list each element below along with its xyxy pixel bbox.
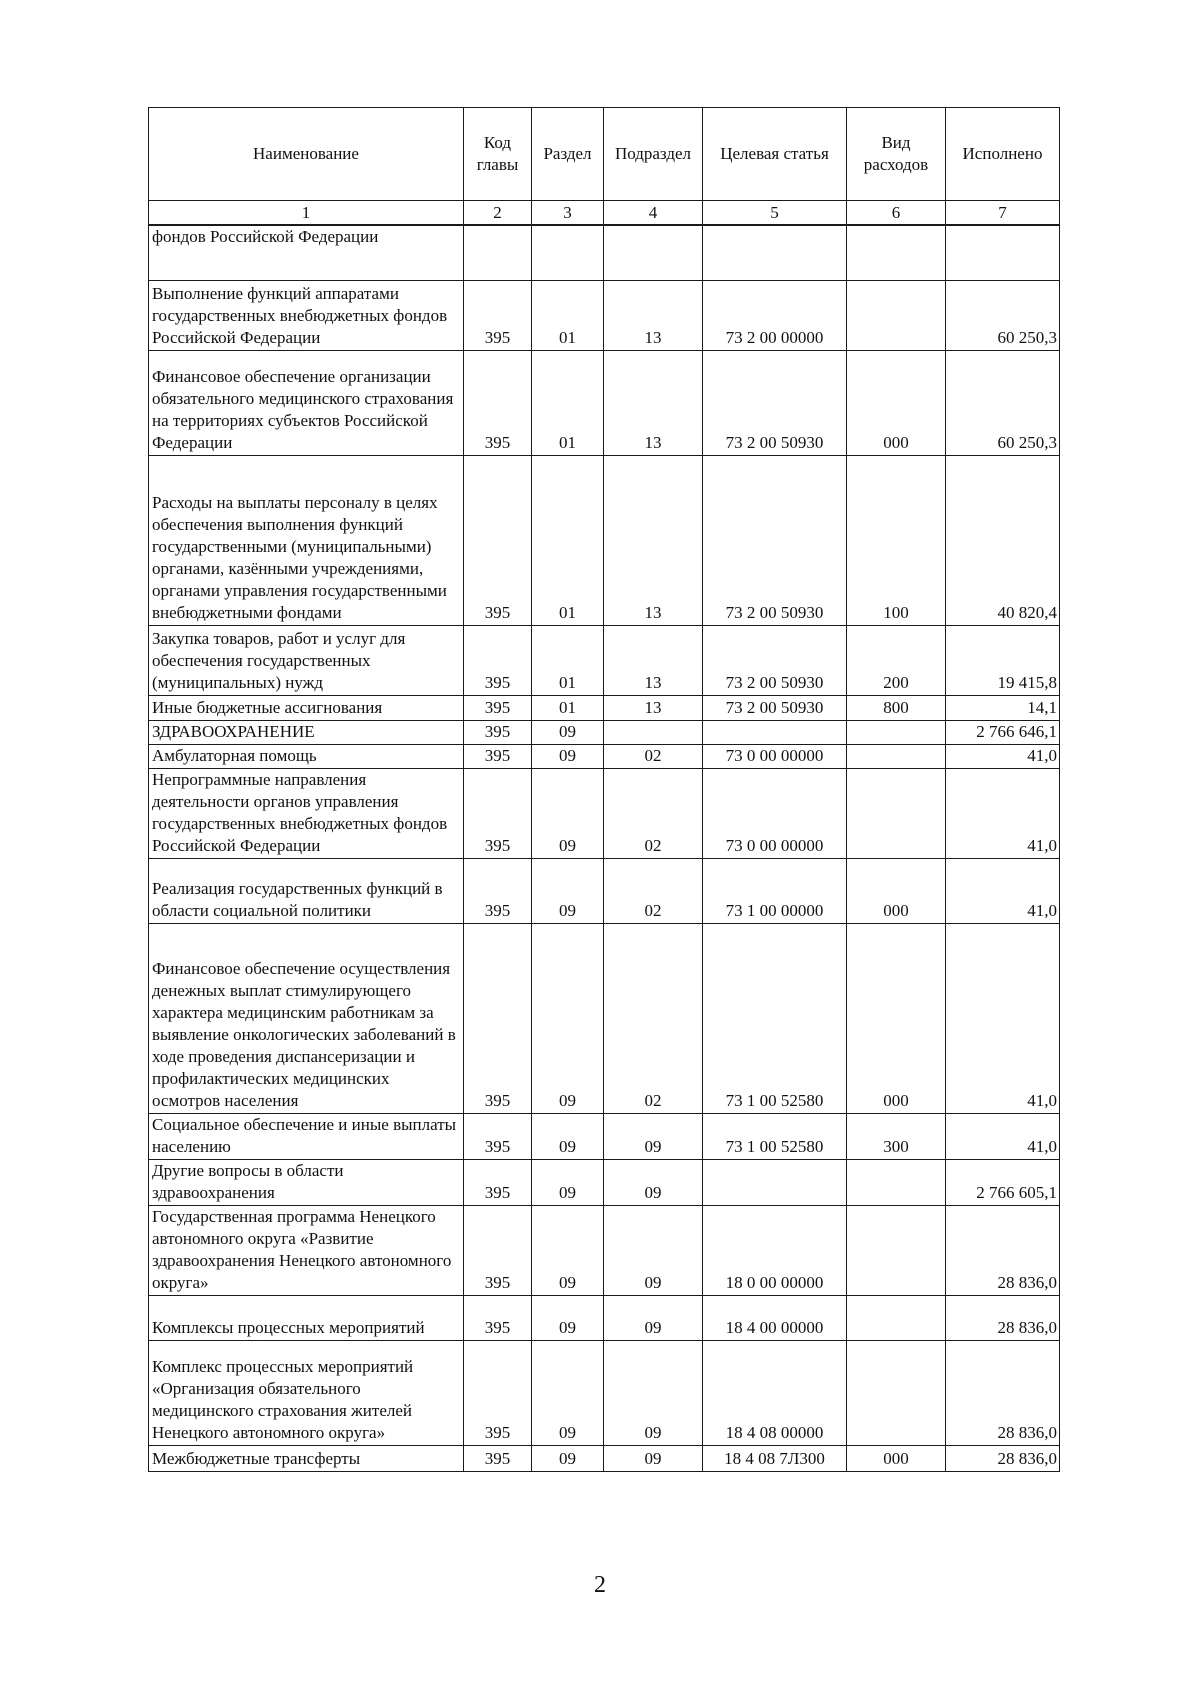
row-target-article-cell: 18 4 00 00000 bbox=[703, 1295, 847, 1340]
row-expense-type-cell bbox=[847, 744, 946, 768]
row-name-cell: Амбулаторная помощь bbox=[149, 744, 464, 768]
row-expense-type-cell bbox=[847, 1295, 946, 1340]
row-executed-cell: 28 836,0 bbox=[946, 1205, 1060, 1295]
row-name-cell: Финансовое обеспечение организации обязательного медицинского страхования на территориях субъектов Российской Федерации bbox=[149, 350, 464, 455]
row-executed-cell: 19 415,8 bbox=[946, 625, 1060, 695]
table-row bbox=[149, 923, 1060, 1113]
row-target-article-cell: 73 2 00 50930 bbox=[703, 695, 847, 720]
row-expense-type-cell: 000 bbox=[847, 350, 946, 455]
table-row bbox=[149, 1295, 1060, 1340]
row-chapter-code-cell: 395 bbox=[464, 744, 532, 768]
row-subsection-cell: 13 bbox=[604, 625, 703, 695]
row-subsection-cell: 09 bbox=[604, 1295, 703, 1340]
row-expense-type-cell bbox=[847, 1159, 946, 1205]
row-executed-cell: 41,0 bbox=[946, 768, 1060, 858]
row-target-article-cell: 18 0 00 00000 bbox=[703, 1205, 847, 1295]
header-row bbox=[149, 108, 1060, 201]
row-expense-type-cell: 000 bbox=[847, 1445, 946, 1471]
header-expense-type: Вид расходов bbox=[847, 108, 946, 201]
row-section-cell: 09 bbox=[532, 768, 604, 858]
row-chapter-code-cell: 395 bbox=[464, 720, 532, 744]
row-chapter-code-cell: 395 bbox=[464, 1205, 532, 1295]
header-target-article: Целевая статья bbox=[703, 108, 847, 201]
row-executed-cell: 41,0 bbox=[946, 1113, 1060, 1159]
row-expense-type-cell bbox=[847, 280, 946, 350]
row-section-cell: 09 bbox=[532, 1295, 604, 1340]
table-row bbox=[149, 280, 1060, 350]
row-subsection-cell: 02 bbox=[604, 744, 703, 768]
row-expense-type-cell: 200 bbox=[847, 625, 946, 695]
row-name-cell: Социальное обеспечение и иные выплаты населению bbox=[149, 1113, 464, 1159]
row-subsection-cell: 02 bbox=[604, 923, 703, 1113]
column-number: 5 bbox=[703, 201, 847, 226]
row-chapter-code-cell: 395 bbox=[464, 858, 532, 923]
row-target-article-cell: 18 4 08 7Л300 bbox=[703, 1445, 847, 1471]
row-section-cell: 09 bbox=[532, 923, 604, 1113]
row-target-article-cell bbox=[703, 1159, 847, 1205]
column-number: 7 bbox=[946, 201, 1060, 226]
column-number: 3 bbox=[532, 201, 604, 226]
row-expense-type-cell bbox=[847, 1340, 946, 1445]
table-row bbox=[149, 695, 1060, 720]
row-name-cell: Закупка товаров, работ и услуг для обеспечения государственных (муниципальных) нужд bbox=[149, 625, 464, 695]
row-subsection-cell: 13 bbox=[604, 695, 703, 720]
row-target-article-cell: 73 1 00 00000 bbox=[703, 858, 847, 923]
table-row bbox=[149, 858, 1060, 923]
table-row bbox=[149, 744, 1060, 768]
row-executed-cell: 14,1 bbox=[946, 695, 1060, 720]
page-number: 2 bbox=[594, 1572, 606, 1598]
row-target-article-cell: 73 2 00 00000 bbox=[703, 280, 847, 350]
row-target-article-cell: 73 1 00 52580 bbox=[703, 1113, 847, 1159]
row-target-article-cell: 73 2 00 50930 bbox=[703, 455, 847, 625]
row-executed-cell: 41,0 bbox=[946, 923, 1060, 1113]
row-subsection-cell: 09 bbox=[604, 1445, 703, 1471]
row-name-cell: Межбюджетные трансферты bbox=[149, 1445, 464, 1471]
row-subsection-cell: 09 bbox=[604, 1159, 703, 1205]
table-row bbox=[149, 225, 1060, 280]
row-chapter-code-cell: 395 bbox=[464, 280, 532, 350]
row-section-cell: 09 bbox=[532, 1159, 604, 1205]
row-section-cell: 09 bbox=[532, 1205, 604, 1295]
row-subsection-cell: 13 bbox=[604, 455, 703, 625]
row-chapter-code-cell: 395 bbox=[464, 768, 532, 858]
table-row bbox=[149, 350, 1060, 455]
row-name-cell: Расходы на выплаты персоналу в целях обеспечения выполнения функций государственными (муниципальными) органами, казёнными учреждениями, органами управления государственными внебюджетными фондами bbox=[149, 455, 464, 625]
row-expense-type-cell bbox=[847, 1205, 946, 1295]
table-row bbox=[149, 625, 1060, 695]
row-expense-type-cell: 000 bbox=[847, 923, 946, 1113]
row-executed-cell: 28 836,0 bbox=[946, 1295, 1060, 1340]
row-section-cell: 09 bbox=[532, 1445, 604, 1471]
header-subsection: Подраздел bbox=[604, 108, 703, 201]
row-executed-cell: 28 836,0 bbox=[946, 1445, 1060, 1471]
row-chapter-code-cell: 395 bbox=[464, 350, 532, 455]
row-subsection-cell bbox=[604, 225, 703, 280]
row-section-cell: 01 bbox=[532, 455, 604, 625]
row-name-cell: Другие вопросы в области здравоохранения bbox=[149, 1159, 464, 1205]
row-section-cell: 09 bbox=[532, 720, 604, 744]
row-target-article-cell: 18 4 08 00000 bbox=[703, 1340, 847, 1445]
row-subsection-cell: 13 bbox=[604, 280, 703, 350]
row-name-cell: Комплекс процессных мероприятий «Организация обязательного медицинского страхования жителей Ненецкого автономного округа» bbox=[149, 1340, 464, 1445]
row-section-cell: 09 bbox=[532, 744, 604, 768]
row-executed-cell bbox=[946, 225, 1060, 280]
row-chapter-code-cell: 395 bbox=[464, 1445, 532, 1471]
row-executed-cell: 60 250,3 bbox=[946, 350, 1060, 455]
column-number-row bbox=[149, 201, 1060, 226]
row-subsection-cell: 09 bbox=[604, 1340, 703, 1445]
row-subsection-cell bbox=[604, 720, 703, 744]
row-target-article-cell: 73 2 00 50930 bbox=[703, 625, 847, 695]
header-name: Наименование bbox=[149, 108, 464, 201]
row-name-cell: фондов Российской Федерации bbox=[149, 225, 464, 280]
row-executed-cell: 41,0 bbox=[946, 744, 1060, 768]
row-name-cell: Иные бюджетные ассигнования bbox=[149, 695, 464, 720]
row-target-article-cell: 73 1 00 52580 bbox=[703, 923, 847, 1113]
table-body bbox=[149, 225, 1060, 1471]
row-target-article-cell: 73 0 00 00000 bbox=[703, 744, 847, 768]
row-subsection-cell: 02 bbox=[604, 858, 703, 923]
budget-execution-table bbox=[148, 107, 1060, 1472]
row-executed-cell: 28 836,0 bbox=[946, 1340, 1060, 1445]
row-name-cell: Выполнение функций аппаратами государственных внебюджетных фондов Российской Федерации bbox=[149, 280, 464, 350]
row-executed-cell: 60 250,3 bbox=[946, 280, 1060, 350]
row-chapter-code-cell: 395 bbox=[464, 455, 532, 625]
row-target-article-cell bbox=[703, 225, 847, 280]
row-section-cell: 01 bbox=[532, 625, 604, 695]
row-expense-type-cell bbox=[847, 720, 946, 744]
row-section-cell: 09 bbox=[532, 1340, 604, 1445]
row-chapter-code-cell: 395 bbox=[464, 1113, 532, 1159]
header-executed: Исполнено bbox=[946, 108, 1060, 201]
row-expense-type-cell: 300 bbox=[847, 1113, 946, 1159]
row-executed-cell: 2 766 605,1 bbox=[946, 1159, 1060, 1205]
row-subsection-cell: 13 bbox=[604, 350, 703, 455]
table-row bbox=[149, 1205, 1060, 1295]
column-number: 2 bbox=[464, 201, 532, 226]
row-expense-type-cell: 000 bbox=[847, 858, 946, 923]
header-section: Раздел bbox=[532, 108, 604, 201]
table-header bbox=[149, 108, 1060, 226]
row-executed-cell: 40 820,4 bbox=[946, 455, 1060, 625]
row-section-cell: 09 bbox=[532, 1113, 604, 1159]
row-section-cell: 09 bbox=[532, 858, 604, 923]
row-chapter-code-cell: 395 bbox=[464, 1159, 532, 1205]
row-name-cell: Непрограммные направления деятельности органов управления государственных внебюджетных фондов Российской Федерации bbox=[149, 768, 464, 858]
row-executed-cell: 2 766 646,1 bbox=[946, 720, 1060, 744]
table-row bbox=[149, 1113, 1060, 1159]
row-chapter-code-cell: 395 bbox=[464, 695, 532, 720]
row-name-cell: ЗДРАВООХРАНЕНИЕ bbox=[149, 720, 464, 744]
row-expense-type-cell: 800 bbox=[847, 695, 946, 720]
row-expense-type-cell bbox=[847, 768, 946, 858]
row-expense-type-cell: 100 bbox=[847, 455, 946, 625]
row-chapter-code-cell: 395 bbox=[464, 923, 532, 1113]
row-expense-type-cell bbox=[847, 225, 946, 280]
row-section-cell bbox=[532, 225, 604, 280]
row-subsection-cell: 09 bbox=[604, 1205, 703, 1295]
row-section-cell: 01 bbox=[532, 695, 604, 720]
row-chapter-code-cell bbox=[464, 225, 532, 280]
row-name-cell: Комплексы процессных мероприятий bbox=[149, 1295, 464, 1340]
row-target-article-cell: 73 0 00 00000 bbox=[703, 768, 847, 858]
row-name-cell: Реализация государственных функций в области социальной политики bbox=[149, 858, 464, 923]
row-name-cell: Финансовое обеспечение осуществления денежных выплат стимулирующего характера медицинским работникам за выявление онкологических заболеваний в ходе проведения диспансеризации и профилактических медицинских осмотров населения bbox=[149, 923, 464, 1113]
row-target-article-cell bbox=[703, 720, 847, 744]
row-chapter-code-cell: 395 bbox=[464, 1340, 532, 1445]
column-number: 6 bbox=[847, 201, 946, 226]
row-target-article-cell: 73 2 00 50930 bbox=[703, 350, 847, 455]
row-name-cell: Государственная программа Ненецкого автономного округа «Развитие здравоохранения Ненецкого автономного округа» bbox=[149, 1205, 464, 1295]
row-section-cell: 01 bbox=[532, 350, 604, 455]
row-chapter-code-cell: 395 bbox=[464, 625, 532, 695]
column-number: 1 bbox=[149, 201, 464, 226]
table-row bbox=[149, 1159, 1060, 1205]
row-executed-cell: 41,0 bbox=[946, 858, 1060, 923]
row-subsection-cell: 02 bbox=[604, 768, 703, 858]
table-row bbox=[149, 768, 1060, 858]
header-chapter-code: Код главы bbox=[464, 108, 532, 201]
table-row bbox=[149, 720, 1060, 744]
row-section-cell: 01 bbox=[532, 280, 604, 350]
row-subsection-cell: 09 bbox=[604, 1113, 703, 1159]
table-row bbox=[149, 455, 1060, 625]
row-chapter-code-cell: 395 bbox=[464, 1295, 532, 1340]
table-row bbox=[149, 1340, 1060, 1445]
table-row bbox=[149, 1445, 1060, 1471]
column-number: 4 bbox=[604, 201, 703, 226]
